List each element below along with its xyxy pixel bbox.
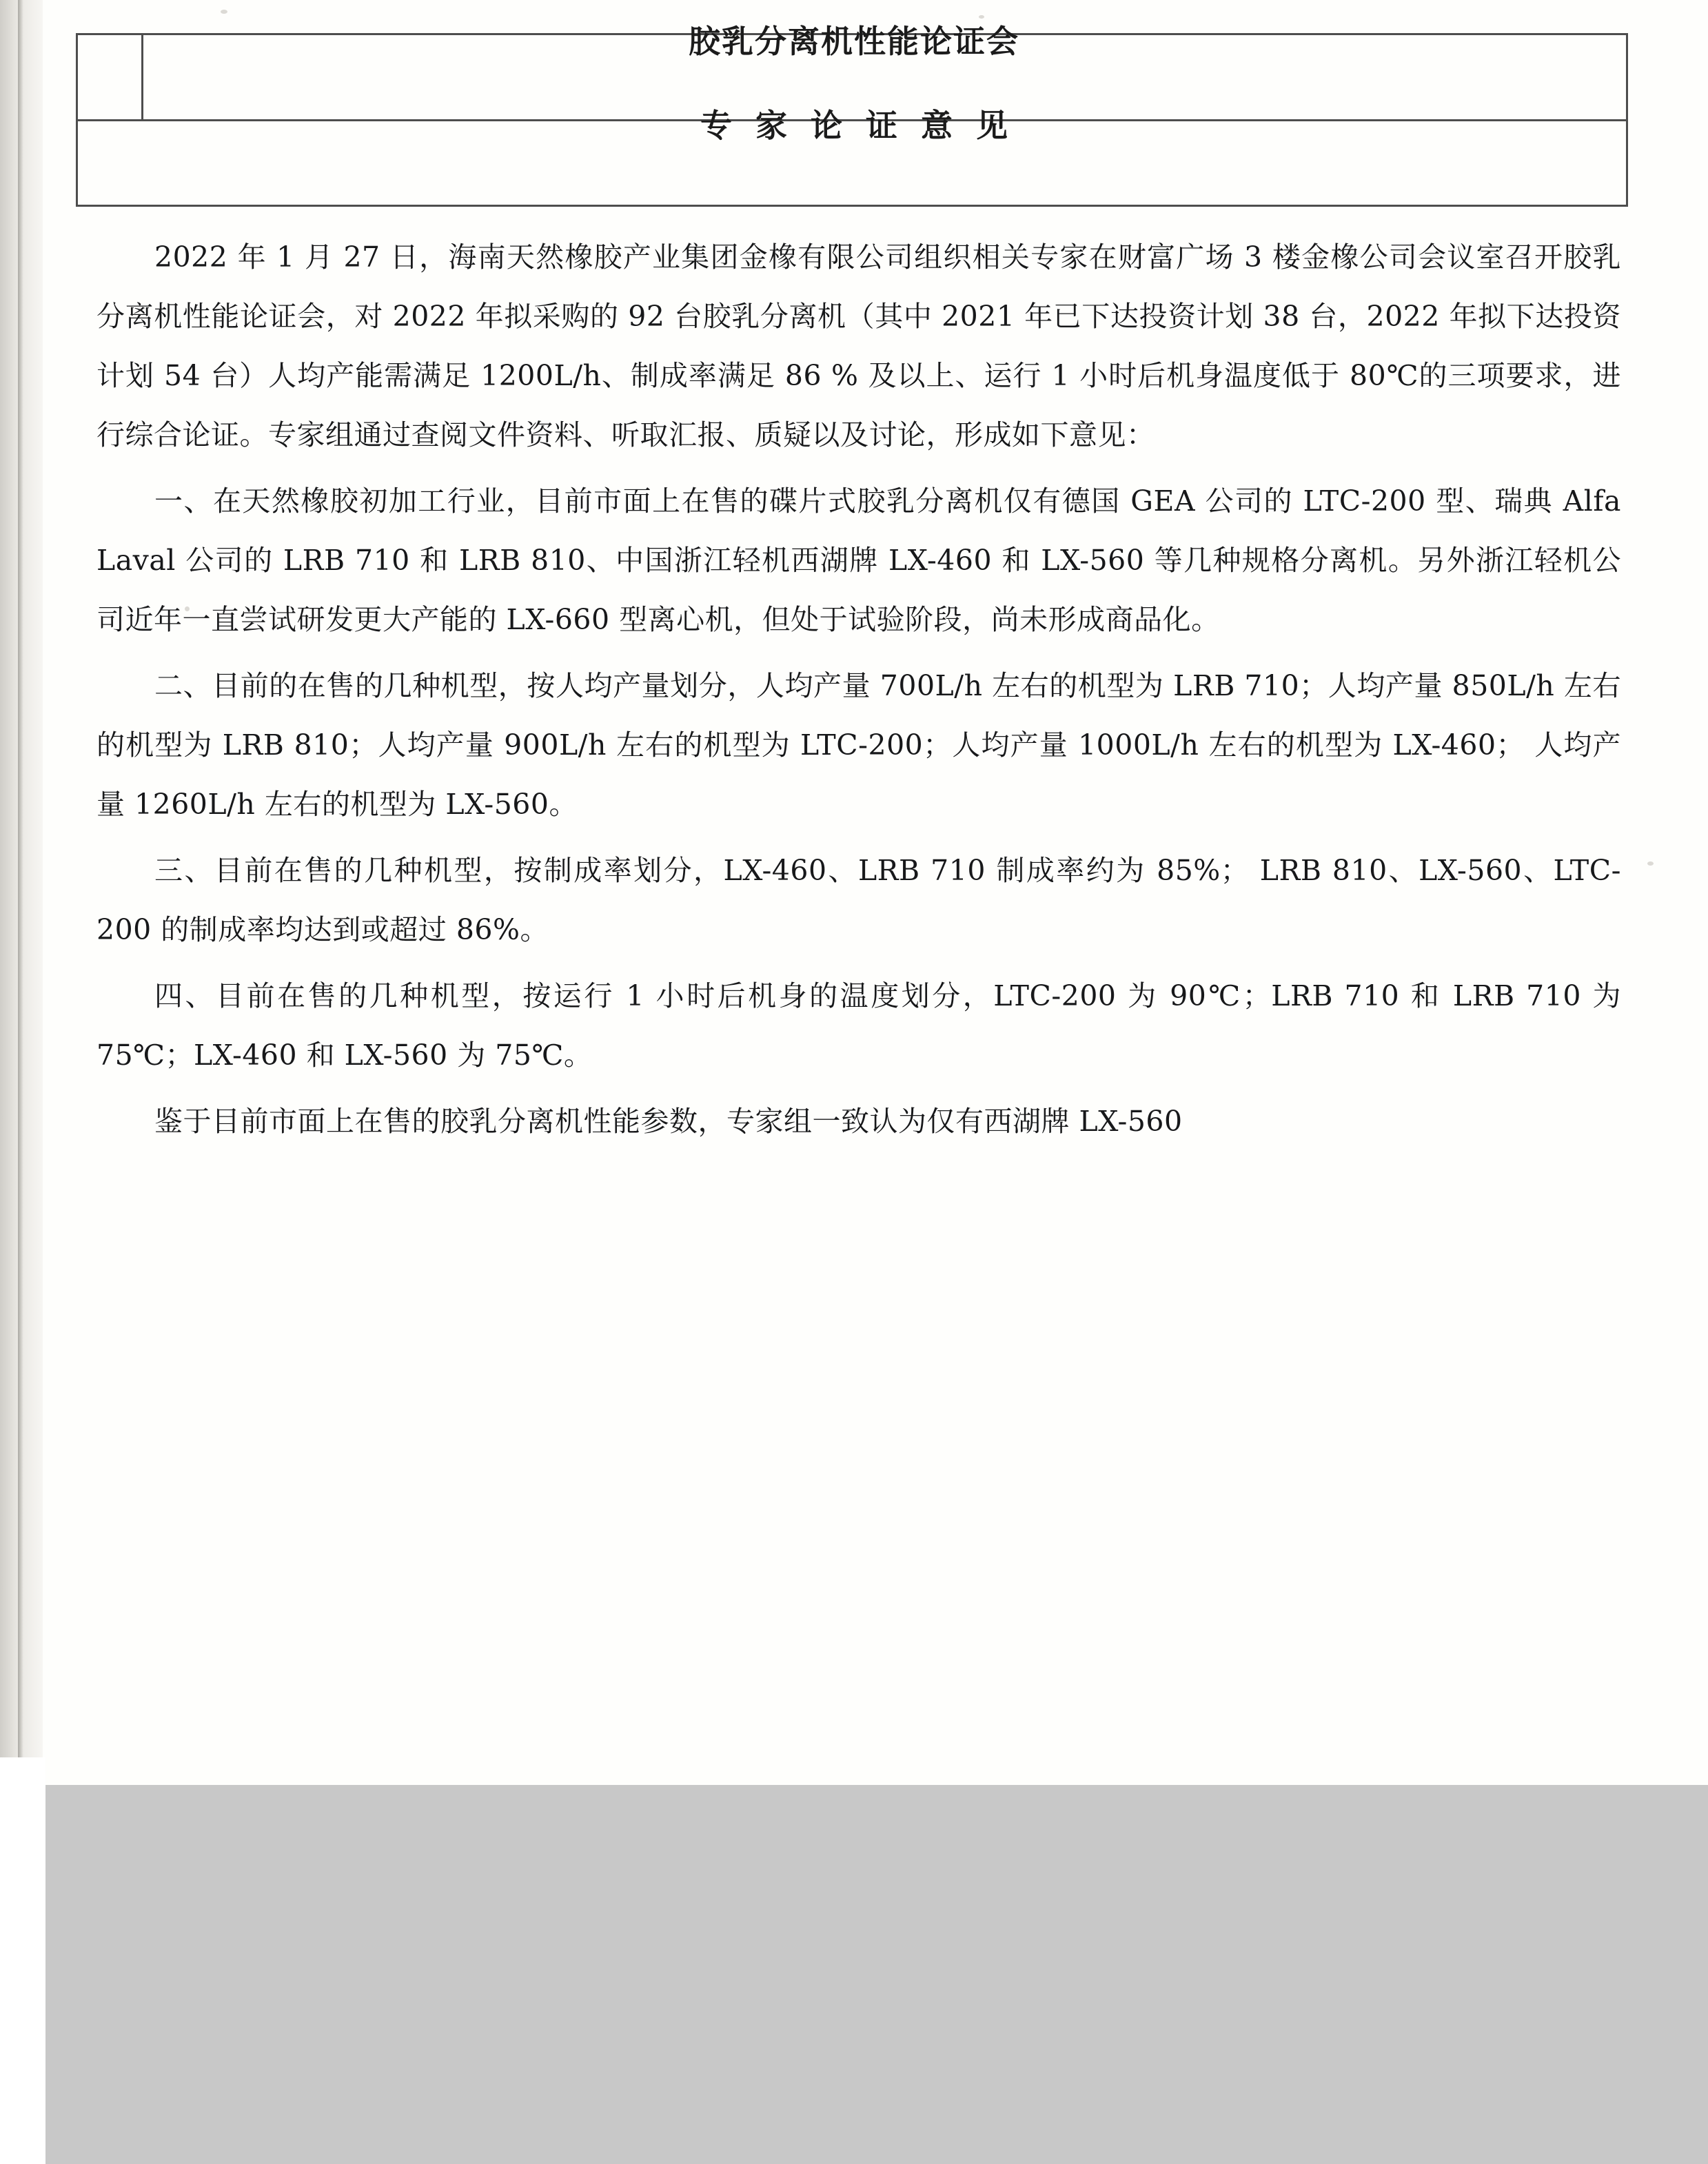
scan-speck [1647, 861, 1654, 866]
screenshot-cutoff-band [0, 1785, 1708, 2164]
paragraph: 四、目前在售的几种机型，按运行 1 小时后机身的温度划分，LTC-200 为 90℃；LRB 710 和 LRB 710 为 75℃；LX-460 和 LX-560 为 75℃。 [96, 979, 1621, 1072]
paragraph: 二、目前的在售的几种机型，按人均产量划分，人均产量 700L/h 左右的机型为 LRB 710；人均产量 850L/h 左右的机型为 LRB 810；人均产量 900L/h 左右的机型为 LTC-200；人均产量 1000L/h 左右的机型为 LX-460； 人均产量 1260L/h 左右的机型为 LX-560。 [96, 669, 1621, 821]
scan-speck [221, 10, 227, 14]
paragraph: 2022 年 1 月 27 日，海南天然橡胶产业集团金橡有限公司组织相关专家在财富广场 3 楼金橡公司会议室召开胶乳分离机性能论证会，对 2022 年拟采购的 92 台胶乳分离机（其中 2021 年已下达投资计划 38 台，2022 年拟下达投资计划 54 台）人均产能需满足 1200L/h、制成率满足 86 % 及以上、运行 1 小时后机身温度低于 80℃的三项要求，进行综合论证。专家组通过查阅文件资料、听取汇报、质疑以及讨论，形成如下意见： [96, 241, 1621, 451]
screenshot-cutoff-left-gap [0, 1757, 45, 2164]
paragraph: 鉴于目前市面上在售的胶乳分离机性能参数，专家组一致认为仅有西湖牌 LX-560 [154, 1105, 1183, 1138]
scan-binding-edge [0, 0, 43, 1792]
paragraph: 三、目前在售的几种机型，按制成率划分，LX-460、LRB 710 制成率约为 85%； LRB 810、LX-560、LTC-200 的制成率均达到或超过 86%。 [96, 854, 1621, 946]
page-title: 胶乳分离机性能论证会 [689, 23, 1019, 60]
page-subtitle: 专家论证意见 [700, 107, 1031, 144]
document-body [96, 227, 1621, 1158]
paragraph: 一、在天然橡胶初加工行业，目前市面上在售的碟片式胶乳分离机仅有德国 GEA 公司的 LTC-200 型、瑞典 Alfa Laval 公司的 LRB 710 和 LRB 810、中国浙江轻机西湖牌 LX-460 和 LX-560 等几种规格分离机。另外浙江轻机公司近年一直尝试研发更大产能的 LX-660 型离心机，但处于试验阶段，尚未形成商品化。 [96, 484, 1622, 636]
